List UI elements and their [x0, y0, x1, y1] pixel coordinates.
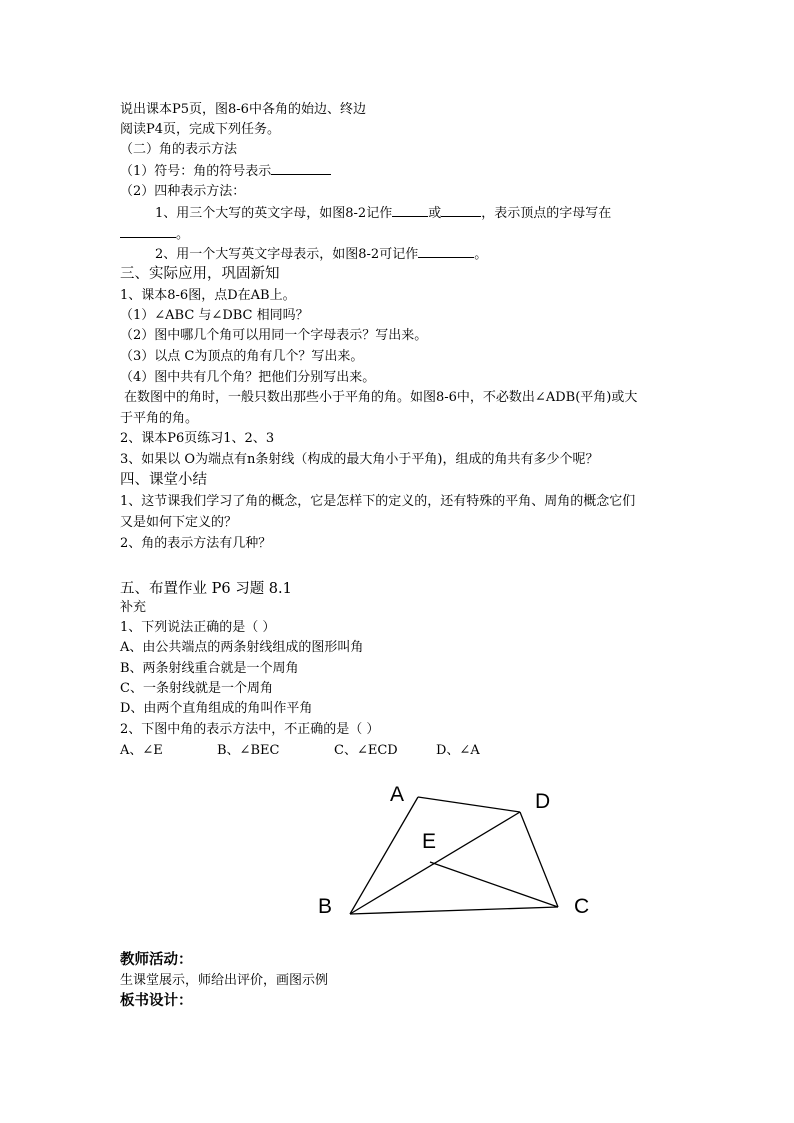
- line-text: （2）图中哪几个角可以用同一个字母表示？写出来。: [120, 328, 428, 343]
- line-text: 1、下列说法正确的是（ ）: [120, 620, 276, 635]
- line-text: 说出课本P5页，图8-6中各角的始边、终边: [120, 102, 366, 117]
- point-label-e: E: [422, 830, 437, 853]
- line-text: （3）以点 C为顶点的角有几个？写出来。: [120, 349, 364, 364]
- point-label-d: D: [535, 790, 551, 813]
- line-text: （二）角的表示方法: [120, 142, 238, 157]
- point-label-a: A: [390, 783, 405, 806]
- board-design-heading: [120, 991, 193, 1011]
- line-text: 或: [428, 206, 442, 221]
- point-label-b: B: [318, 895, 333, 918]
- segment-ab: [350, 797, 418, 914]
- line-text: 又是如何下定义的？: [120, 515, 238, 530]
- line-text: （1）符号：角的符号表示: [120, 164, 272, 179]
- line-text: 3、如果以 O为端点有n条射线（构成的最大角小于平角)，组成的角共有多少个呢？: [120, 452, 599, 467]
- line-text: 2、课本P6页练习1、2、3: [120, 431, 275, 446]
- line-text: D、由两个直角组成的角叫作平角: [120, 701, 313, 716]
- line-text: 1、课本8-6图，点D在AB上。: [120, 288, 296, 303]
- line-text: 阅读P4页，完成下列任务。: [120, 122, 281, 137]
- line-text: 2、下图中角的表示方法中，不正确的是（ ）: [120, 722, 380, 737]
- segment-ad: [418, 797, 520, 812]
- line-text: A、∠E: [120, 743, 163, 758]
- line-text: 三、实际应用，巩固新知: [120, 266, 280, 282]
- segment-ec: [430, 862, 558, 907]
- line-text: 1、用三个大写的英文字母，如图8-2记作: [155, 206, 393, 221]
- line-text: 2、角的表示方法有几种？: [120, 536, 272, 551]
- line-text: C、∠ECD: [334, 743, 398, 758]
- line-text: （1）∠ABC 与∠DBC 相同吗？: [120, 308, 309, 323]
- line-text: 2、用一个大写英文字母表示，如图8-2可记作: [155, 247, 419, 262]
- line-text: （4）图中共有几个角？把他们分别写出来。: [120, 370, 376, 385]
- line-text: 板书设计：: [120, 992, 193, 1009]
- teacher-activity-heading: [120, 950, 193, 970]
- text-line: [120, 971, 328, 991]
- line-text: 补充: [120, 600, 147, 615]
- segment-bc: [350, 907, 558, 914]
- line-text: C、一条射线就是一个周角: [120, 681, 273, 696]
- line-text: 生课堂展示，师给出评价，画图示例: [120, 973, 329, 988]
- segment-bd: [350, 812, 520, 914]
- line-text: 。: [474, 247, 488, 262]
- line-text: 于平角的角。: [120, 411, 199, 426]
- line-text: 在数图中的角时，一般只数出那些小于平角的角。如图8-6中，不必数出∠ADB(平角)或大: [124, 390, 638, 405]
- line-text: 。: [176, 227, 190, 242]
- line-text: B、两条射线重合就是一个周角: [120, 661, 299, 676]
- line-text: 教师活动：: [120, 951, 193, 968]
- line-text: 1、这节课我们学习了角的概念，它是怎样下的定义的，还有特殊的平角、周角的概念它们: [120, 494, 636, 509]
- point-label-c: C: [574, 895, 590, 918]
- line-text: A、由公共端点的两条射线组成的图形叫角: [120, 640, 364, 655]
- line-text: D、∠A: [436, 743, 480, 758]
- line-text: B、∠BEC: [217, 743, 280, 758]
- line-text: 五、布置作业 P6 习题 8.1: [120, 581, 292, 597]
- line-text: ，表示顶点的字母写在: [481, 206, 612, 221]
- segment-dc: [520, 812, 558, 907]
- line-text: （2）四种表示方法：: [120, 184, 246, 199]
- line-text: 四、课堂小结: [120, 472, 207, 488]
